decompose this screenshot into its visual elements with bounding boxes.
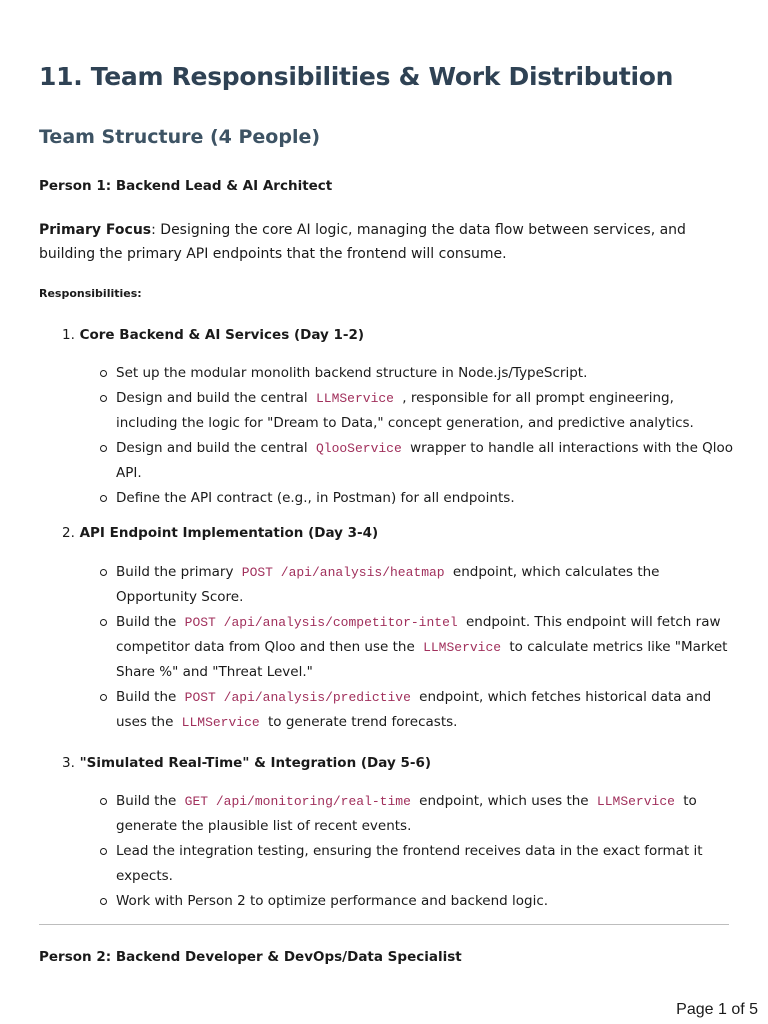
list-item-text: Build the primary bbox=[116, 564, 238, 580]
list-item-text: endpoint, which calculates the Opportunity Score. bbox=[116, 564, 660, 605]
person1-title: Person 1: Backend Lead & AI Architect bbox=[39, 178, 333, 194]
code-snippet: GET /api/monitoring/real-time bbox=[184, 794, 411, 809]
list-item-text: to generate trend forecasts. bbox=[263, 714, 458, 730]
list-item bbox=[116, 560, 736, 610]
section-3-bullets bbox=[116, 789, 736, 914]
list-item-text: Define the API contract (e.g., in Postman) for all endpoints. bbox=[116, 490, 515, 506]
list-item bbox=[116, 486, 736, 511]
primary-focus-label: Primary Focus bbox=[39, 222, 152, 238]
list-item bbox=[116, 889, 736, 914]
code-snippet: LLMService bbox=[423, 640, 502, 655]
list-item-text: Work with Person 2 to optimize performance and backend logic. bbox=[116, 893, 549, 909]
list-item bbox=[116, 436, 736, 486]
list-item bbox=[116, 610, 736, 685]
list-item-text: Design and build the central bbox=[116, 390, 312, 406]
list-item-text: endpoint, which fetches historical data and uses the bbox=[116, 689, 712, 730]
list-item bbox=[116, 386, 736, 436]
code-snippet: LLMService bbox=[596, 794, 675, 809]
section-2-title: 2. API Endpoint Implementation (Day 3-4) bbox=[62, 525, 379, 541]
list-item-text: Design and build the central bbox=[116, 440, 312, 456]
list-item bbox=[116, 789, 736, 839]
page-number: Page 1 of 5 bbox=[676, 1001, 758, 1018]
section-heading: 11. Team Responsibilities & Work Distribution bbox=[39, 62, 674, 91]
team-structure-heading: Team Structure (4 People) bbox=[39, 126, 321, 148]
divider bbox=[39, 924, 729, 925]
code-snippet: POST /api/analysis/competitor-intel bbox=[184, 615, 458, 630]
list-item-text: to generate the plausible list of recent events. bbox=[116, 793, 697, 834]
person2-title: Person 2: Backend Developer & DevOps/Data Specialist bbox=[39, 949, 462, 965]
list-item-text: wrapper to handle all interactions with the Qloo API. bbox=[116, 440, 734, 481]
section-3-title: 3. "Simulated Real-Time" & Integration (Day 5-6) bbox=[62, 755, 432, 771]
list-item-text: endpoint. This endpoint will fetch raw competitor data from Qloo and then use the bbox=[116, 614, 721, 655]
list-item bbox=[116, 685, 736, 735]
section-1-bullets bbox=[116, 361, 736, 511]
responsibilities-label: Responsibilities: bbox=[39, 287, 142, 300]
primary-focus-paragraph bbox=[39, 218, 729, 266]
code-snippet: LLMService bbox=[181, 715, 260, 730]
code-snippet: LLMService bbox=[315, 391, 394, 406]
list-item-text: Build the bbox=[116, 689, 181, 705]
list-item-text: to calculate metrics like "Market Share %" and "Threat Level." bbox=[116, 639, 728, 680]
code-snippet: POST /api/analysis/predictive bbox=[184, 690, 411, 705]
section-1-title: 1. Core Backend & AI Services (Day 1-2) bbox=[62, 327, 365, 343]
list-item-text: Build the bbox=[116, 793, 181, 809]
list-item-text: , responsible for all prompt engineering, including the logic for "Dream to Data," concept generation, and predictive analytics. bbox=[116, 390, 694, 431]
code-snippet: QlooService bbox=[315, 441, 402, 456]
section-2-bullets bbox=[116, 560, 736, 735]
list-item-text: Lead the integration testing, ensuring the frontend receives data in the exact format it expects. bbox=[116, 843, 703, 884]
list-item bbox=[116, 839, 736, 889]
primary-focus-text: : Designing the core AI logic, managing the data flow between services, and building the primary API endpoints that the frontend will consume. bbox=[39, 222, 686, 262]
list-item bbox=[116, 361, 736, 386]
list-item-text: Set up the modular monolith backend structure in Node.js/TypeScript. bbox=[116, 365, 588, 381]
list-item-text: Build the bbox=[116, 614, 181, 630]
code-snippet: POST /api/analysis/heatmap bbox=[241, 565, 445, 580]
list-item-text: endpoint, which uses the bbox=[414, 793, 593, 809]
